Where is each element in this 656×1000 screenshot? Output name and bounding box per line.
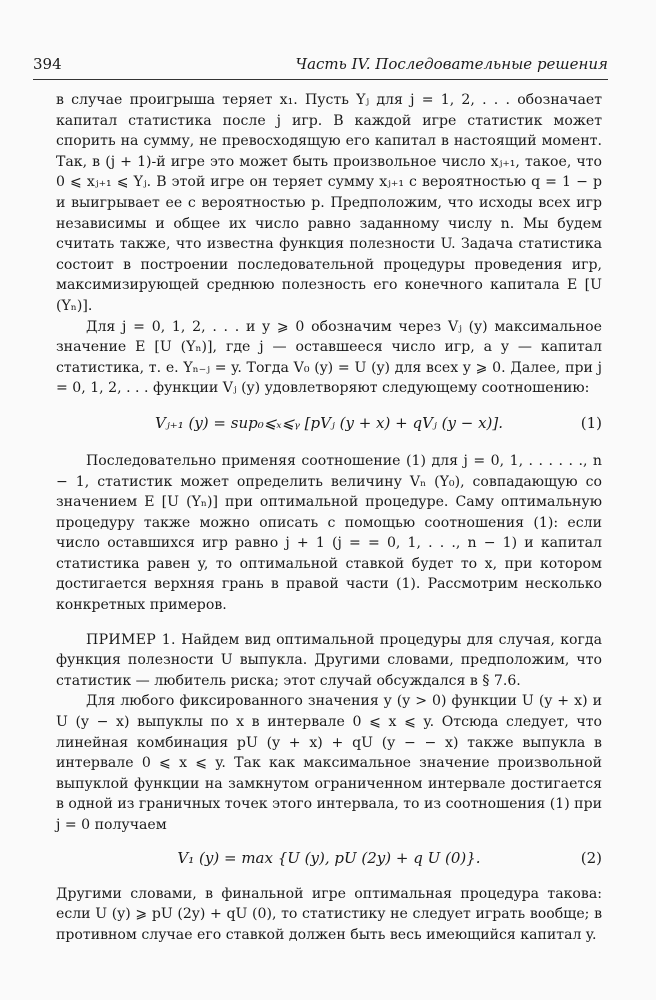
equation-number: (1) bbox=[580, 413, 602, 432]
header-rule bbox=[33, 79, 608, 80]
paragraph: в случае проигрыша теряет x₁. Пусть Yⱼ для j = 1, 2, . . . обозначает капитал статистика после j игр. В каждой игре статистик может спорить на сумму, не превосходящую его капитал в настоящий момент. Так, в (j + 1)-й игре это может быть произвольное число xⱼ₊₁, такое, что 0 ⩽ xⱼ₊₁ ⩽ Yⱼ. В этой игре он теряет сумму xⱼ₊₁ с вероятностью q = 1 − p и выигрывает ее с вероятностью p. Предположим, что исходы всех игр независимы и общее их число равно заданному числу n. Мы будем считать также, что известна функция полезности U. Задача статистика состоит в построении последовательной процедуры проведения игр, максимизирующей среднюю полезность его конечного капитала E [U (Yₙ)]. bbox=[56, 92, 602, 314]
page-number: 394 bbox=[33, 55, 62, 73]
page-body bbox=[56, 90, 602, 945]
example-text: Найдем вид оптимальной процедуры для случая, когда функция полезности U выпукла. Другими словами, предположим, что статистик — любитель риска; этот случай обсуждался в § 7.6. bbox=[56, 631, 603, 689]
equation-expression: Vⱼ₊₁ (y) = sup₀⩽ₓ⩽ᵧ [pVⱼ (y + x) + qVⱼ (y − x)]. bbox=[154, 413, 504, 432]
section-gap bbox=[56, 616, 602, 630]
example-heading: ПРИМЕР 1. bbox=[86, 631, 176, 648]
equation-1 bbox=[56, 405, 602, 445]
paragraph: Другими словами, в финальной игре оптимальная процедура такова: если U (y) ⩾ pU (2y) + qU (0), то статистику не следует играть вообще; в противном случае его ставкой должен быть весь имеющийся капитал y. bbox=[56, 885, 602, 943]
page-header bbox=[33, 54, 608, 74]
example-paragraph bbox=[56, 630, 602, 692]
running-title: Часть IV. Последовательные решения bbox=[295, 55, 608, 73]
equation-expression: V₁ (y) = max {U (y), pU (2y) + q U (0)}. bbox=[177, 848, 481, 867]
equation-number: (2) bbox=[580, 848, 602, 867]
paragraph: Для любого фиксированного значения y (y > 0) функции U (y + x) и U (y − x) выпуклы по x в интервале 0 ⩽ x ⩽ y. Отсюда следует, что линейная комбинация pU (y + x) + qU (y − − x) также выпукла в интервале 0 ⩽ x ⩽ y. Так как максимальное значение произвольной выпуклой функции на замкнутом ограниченном интервале достигается в одной из граничных точек этого интервала, то из соотношения (1) при j = 0 получаем bbox=[56, 693, 602, 833]
paragraph: Последовательно применяя соотношение (1) для j = 0, 1, . . . . . ., n − 1, статистик может определить величину Vₙ (Y₀), совпадающую со значением E [U (Yₙ)] при оптимальной процедуре. Саму оптимальную процедуру также можно описать с помощью соотношения (1): если число оставшихся игр равно j + 1 (j = = 0, 1, . . ., n − 1) и капитал статистика равен y, то оптимальной ставкой будет то x, при котором достигается верхняя грань в правой части (1). Рассмотрим несколько конкретных примеров. bbox=[56, 452, 602, 614]
equation-2 bbox=[56, 842, 602, 878]
paragraph: Для j = 0, 1, 2, . . . и y ⩾ 0 обозначим через Vⱼ (y) максимальное значение E [U (Yₙ)], где j — оставшееся число игр, а y — капитал статистика, т. е. Yₙ₋ⱼ = y. Тогда V₀ (y) = U (y) для всех y ⩾ 0. Далее, при j = 0, 1, 2, . . . функции Vⱼ (y) удовлетворяют следующему соотношению: bbox=[56, 318, 602, 397]
